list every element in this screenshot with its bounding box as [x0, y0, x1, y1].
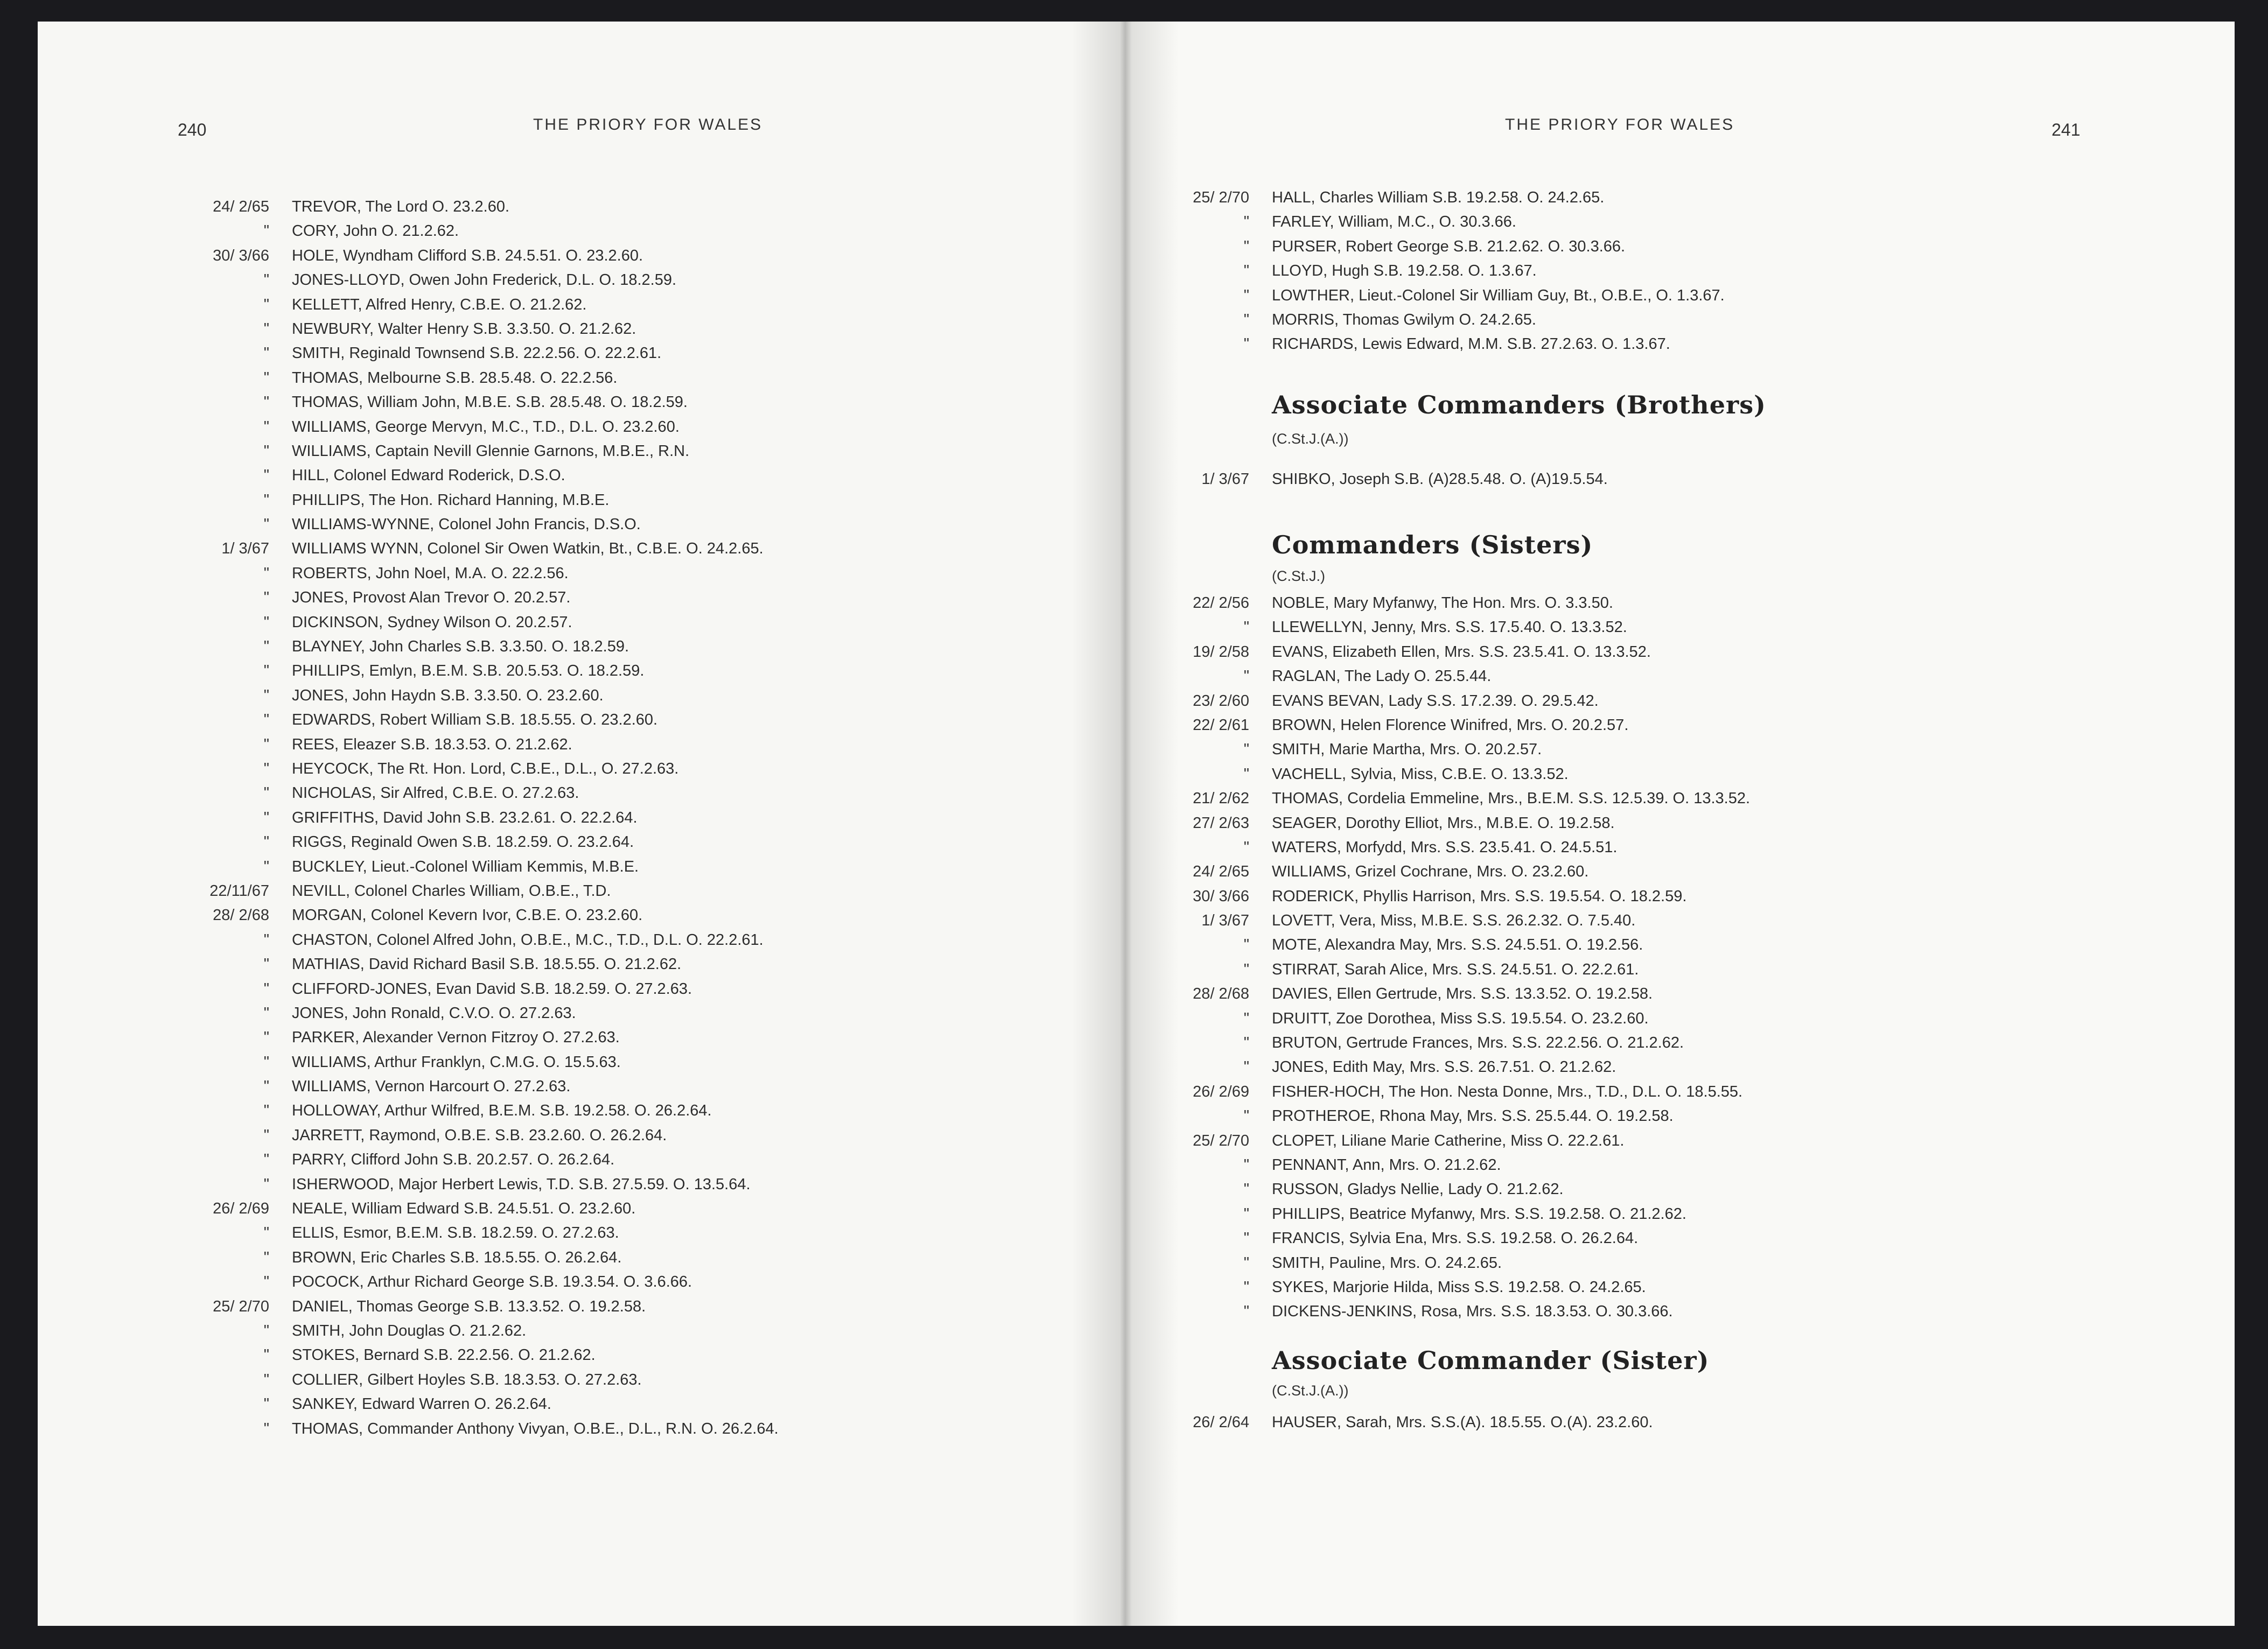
- entry-date: ": [263, 1126, 269, 1144]
- entry-name: VACHELL, Sylvia, Miss, C.B.E. O. 13.3.52.: [1272, 765, 1569, 783]
- page-number-left: 240: [178, 120, 207, 139]
- entry-date: 22/11/67: [209, 882, 269, 900]
- entry-date: 26/ 2/69: [213, 1200, 269, 1218]
- entry-name: PARKER, Alexander Vernon Fitzroy O. 27.2.63.: [292, 1029, 620, 1047]
- entry-name: MORRIS, Thomas Gwilym O. 24.2.65.: [1272, 311, 1536, 328]
- page-number-right: 241: [2052, 120, 2081, 139]
- entry-name: LLEWELLYN, Jenny, Mrs. S.S. 17.5.40. O. 13.3.52.: [1272, 619, 1627, 636]
- entry-name: JONES, Edith May, Mrs. S.S. 26.7.51. O. 21.2.62.: [1272, 1058, 1616, 1076]
- entry-name: RIGGS, Reginald Owen S.B. 18.2.59. O. 23.2.64.: [292, 833, 634, 851]
- entry-date: ": [263, 833, 269, 851]
- entry-name: FRANCIS, Sylvia Ena, Mrs. S.S. 19.2.58. O. 26.2.64.: [1272, 1230, 1639, 1247]
- entry-name: LLOYD, Hugh S.B. 19.2.58. O. 1.3.67.: [1272, 262, 1537, 280]
- entry-name: FARLEY, William, M.C., O. 30.3.66.: [1272, 213, 1516, 231]
- entry-name: NOBLE, Mary Myfanwy, The Hon. Mrs. O. 3.3.50.: [1272, 594, 1613, 612]
- entry-name: TREVOR, The Lord O. 23.2.60.: [292, 198, 510, 215]
- entry-date: ": [263, 369, 269, 387]
- entry-date: 19/ 2/58: [1193, 643, 1249, 661]
- entry-name: PROTHEROE, Rhona May, Mrs. S.S. 25.5.44. O. 19.2.58.: [1272, 1107, 1674, 1125]
- entry-name: JONES, Provost Alan Trevor O. 20.2.57.: [292, 589, 571, 607]
- entry-date: 24/ 2/65: [1193, 863, 1249, 881]
- entry-name: WILLIAMS WYNN, Colonel Sir Owen Watkin, Bt., C.B.E. O. 24.2.65.: [292, 540, 764, 558]
- entry-date: ": [263, 1151, 269, 1169]
- entry-name: WILLIAMS, Arthur Franklyn, C.M.G. O. 15.5.63.: [292, 1053, 621, 1071]
- entry-date: ": [263, 1102, 269, 1120]
- entry-name: POCOCK, Arthur Richard George S.B. 19.3.54. O. 3.6.66.: [292, 1273, 692, 1291]
- entry-name: MOTE, Alexandra May, Mrs. S.S. 24.5.51. O. 19.2.56.: [1272, 936, 1643, 954]
- entry-date: ": [263, 394, 269, 411]
- entry-date: ": [263, 711, 269, 729]
- entry-date: ": [263, 809, 269, 826]
- entry-name: SMITH, Reginald Townsend S.B. 22.2.56. O. 22.2.61.: [292, 345, 662, 362]
- entry-date: ": [1243, 936, 1249, 954]
- entry-name: HALL, Charles William S.B. 19.2.58. O. 24.2.65.: [1272, 189, 1605, 206]
- entry-date: ": [263, 956, 269, 973]
- entry-name: WATERS, Morfydd, Mrs. S.S. 23.5.41. O. 24.5.51.: [1272, 838, 1618, 856]
- entry-date: 28/ 2/68: [1193, 985, 1249, 1003]
- entry-name: EDWARDS, Robert William S.B. 18.5.55. O. 23.2.60.: [292, 711, 658, 729]
- entry-name: RICHARDS, Lewis Edward, M.M. S.B. 27.2.63. O. 1.3.67.: [1272, 335, 1670, 353]
- entry-name: ISHERWOOD, Major Herbert Lewis, T.D. S.B. 27.5.59. O. 13.5.64.: [292, 1175, 751, 1193]
- entry-name: REES, Eleazer S.B. 18.3.53. O. 21.2.62.: [292, 735, 572, 753]
- entry-date: ": [1243, 1303, 1249, 1321]
- entry-name: CHASTON, Colonel Alfred John, O.B.E., M.C., T.D., D.L. O. 22.2.61.: [292, 931, 764, 949]
- entry-name: LOVETT, Vera, Miss, M.B.E. S.S. 26.2.32. O. 7.5.40.: [1272, 912, 1636, 930]
- entry-name: GRIFFITHS, David John S.B. 23.2.61. O. 22.2.64.: [292, 809, 638, 826]
- entry-date: 1/ 3/67: [1201, 912, 1249, 930]
- entry-date: ": [263, 1224, 269, 1242]
- entry-name: WILLIAMS, George Mervyn, M.C., T.D., D.L. O. 23.2.60.: [292, 418, 680, 436]
- entry-name: DRUITT, Zoe Dorothea, Miss S.S. 19.5.54. O. 23.2.60.: [1272, 1009, 1649, 1027]
- entry-name: LOWTHER, Lieut.-Colonel Sir William Guy, Bt., O.B.E., O. 1.3.67.: [1272, 286, 1725, 304]
- entry-date: ": [263, 467, 269, 485]
- entry-date: ": [263, 491, 269, 509]
- entry-date: ": [1243, 741, 1249, 759]
- entry-name: NEALE, William Edward S.B. 24.5.51. O. 23.2.60.: [292, 1200, 636, 1218]
- entry-date: ": [1243, 1278, 1249, 1296]
- entry-name: SMITH, Pauline, Mrs. O. 24.2.65.: [1272, 1254, 1502, 1272]
- entry-name: BRUTON, Gertrude Frances, Mrs. S.S. 22.2.56. O. 21.2.62.: [1272, 1034, 1684, 1052]
- entry-name: THOMAS, Cordelia Emmeline, Mrs., B.E.M. S.S. 12.5.39. O. 13.3.52.: [1272, 790, 1751, 808]
- entry-date: ": [263, 271, 269, 289]
- entry-name: PHILLIPS, The Hon. Richard Hanning, M.B.E.: [292, 491, 610, 509]
- entry-date: ": [263, 931, 269, 949]
- entry-name: WILLIAMS-WYNNE, Colonel John Francis, D.S.O.: [292, 516, 641, 534]
- entry-date: 26/ 2/64: [1193, 1414, 1249, 1431]
- entry-date: ": [263, 760, 269, 777]
- entry-date: ": [263, 1346, 269, 1364]
- entry-date: 21/ 2/62: [1193, 790, 1249, 808]
- entry-name: BUCKLEY, Lieut.-Colonel William Kemmis, M.B.E.: [292, 858, 639, 875]
- entry-date: 25/ 2/70: [213, 1297, 269, 1315]
- entry-name: PHILLIPS, Emlyn, B.E.M. S.B. 20.5.53. O. 18.2.59.: [292, 662, 645, 680]
- entry-name: NICHOLAS, Sir Alfred, C.B.E. O. 27.2.63.: [292, 784, 579, 802]
- entry-name: BROWN, Eric Charles S.B. 18.5.55. O. 26.2.64.: [292, 1248, 622, 1266]
- entry-date: ": [263, 1175, 269, 1193]
- entry-date: ": [263, 1322, 269, 1339]
- entry-name: DICKINSON, Sydney Wilson O. 20.2.57.: [292, 613, 572, 631]
- entry-name: STIRRAT, Sarah Alice, Mrs. S.S. 24.5.51. O. 22.2.61.: [1272, 960, 1639, 978]
- entry-name: THOMAS, Commander Anthony Vivyan, O.B.E., D.L., R.N. O. 26.2.64.: [292, 1420, 779, 1437]
- entry-date: ": [263, 589, 269, 607]
- entry-date: ": [263, 320, 269, 338]
- entry-date: ": [1243, 311, 1249, 328]
- entry-date: ": [263, 662, 269, 680]
- entry-name: THOMAS, William John, M.B.E. S.B. 28.5.48. O. 18.2.59.: [292, 394, 688, 411]
- entry-date: ": [1243, 1009, 1249, 1027]
- section-sub-associate-brothers: (C.St.J.(A.)): [1272, 431, 1349, 447]
- entry-date: ": [263, 1420, 269, 1437]
- section-heading-associate-sister: Associate Commander (Sister): [1272, 1346, 1710, 1375]
- entry-name: SHIBKO, Joseph S.B. (A)28.5.48. O. (A)19.5.54.: [1272, 471, 1608, 488]
- entry-date: ": [263, 686, 269, 704]
- entry-date: 24/ 2/65: [213, 198, 269, 215]
- entry-name: CORY, John O. 21.2.62.: [292, 222, 459, 240]
- entry-date: ": [263, 1248, 269, 1266]
- entry-date: 25/ 2/70: [1193, 1132, 1249, 1149]
- entry-name: JARRETT, Raymond, O.B.E. S.B. 23.2.60. O. 26.2.64.: [292, 1126, 667, 1144]
- entry-date: ": [263, 442, 269, 460]
- entry-name: SEAGER, Dorothy Elliot, Mrs., M.B.E. O. 19.2.58.: [1272, 814, 1615, 832]
- entry-date: ": [263, 564, 269, 582]
- entry-date: ": [263, 638, 269, 656]
- entry-name: JONES, John Ronald, C.V.O. O. 27.2.63.: [292, 1004, 576, 1022]
- entry-date: ": [263, 1004, 269, 1022]
- entry-date: 1/ 3/67: [1201, 471, 1249, 488]
- entry-date: ": [263, 1371, 269, 1388]
- entry-date: ": [263, 1078, 269, 1096]
- entry-date: ": [1243, 1156, 1249, 1174]
- entry-name: RUSSON, Gladys Nellie, Lady O. 21.2.62.: [1272, 1181, 1564, 1198]
- entry-name: KELLETT, Alfred Henry, C.B.E. O. 21.2.62.: [292, 296, 587, 313]
- entry-name: STOKES, Bernard S.B. 22.2.56. O. 21.2.62.: [292, 1346, 596, 1364]
- running-head-right: THE PRIORY FOR WALES: [1505, 116, 1735, 134]
- entry-date: ": [1243, 262, 1249, 280]
- entry-date: ": [1243, 1058, 1249, 1076]
- entry-name: SMITH, Marie Martha, Mrs. O. 20.2.57.: [1272, 741, 1542, 759]
- entry-date: ": [1243, 1181, 1249, 1198]
- entry-name: HOLLOWAY, Arthur Wilfred, B.E.M. S.B. 19.2.58. O. 26.2.64.: [292, 1102, 712, 1120]
- entry-date: ": [263, 1273, 269, 1291]
- entry-date: 26/ 2/69: [1193, 1083, 1249, 1100]
- section-sub-commanders-sisters: (C.St.J.): [1272, 568, 1325, 584]
- entry-date: ": [263, 980, 269, 998]
- entry-date: ": [1243, 1205, 1249, 1223]
- entry-date: 23/ 2/60: [1193, 692, 1249, 710]
- entry-name: RODERICK, Phyllis Harrison, Mrs. S.S. 19.5.54. O. 18.2.59.: [1272, 887, 1687, 905]
- entry-date: ": [263, 296, 269, 313]
- entry-name: WILLIAMS, Captain Nevill Glennie Garnons, M.B.E., R.N.: [292, 442, 690, 460]
- entry-date: ": [263, 1053, 269, 1071]
- entry-name: SANKEY, Edward Warren O. 26.2.64.: [292, 1395, 551, 1413]
- entry-name: BLAYNEY, John Charles S.B. 3.3.50. O. 18.2.59.: [292, 638, 629, 656]
- entry-date: ": [1243, 237, 1249, 255]
- entry-name: SYKES, Marjorie Hilda, Miss S.S. 19.2.58. O. 24.2.65.: [1272, 1278, 1646, 1296]
- entry-name: HAUSER, Sarah, Mrs. S.S.(A). 18.5.55. O.(A). 23.2.60.: [1272, 1414, 1653, 1431]
- entry-date: ": [263, 418, 269, 436]
- entry-name: BROWN, Helen Florence Winifred, Mrs. O. 20.2.57.: [1272, 716, 1629, 734]
- entry-name: SMITH, John Douglas O. 21.2.62.: [292, 1322, 527, 1339]
- entry-name: WILLIAMS, Grizel Cochrane, Mrs. O. 23.2.60.: [1272, 863, 1589, 881]
- entry-name: NEVILL, Colonel Charles William, O.B.E., T.D.: [292, 882, 611, 900]
- entry-date: 27/ 2/63: [1193, 814, 1249, 832]
- entry-name: HILL, Colonel Edward Roderick, D.S.O.: [292, 467, 565, 485]
- entry-date: ": [1243, 838, 1249, 856]
- entry-date: ": [1243, 213, 1249, 231]
- entry-date: ": [1243, 668, 1249, 685]
- entry-name: DAVIES, Ellen Gertrude, Mrs. S.S. 13.3.52. O. 19.2.58.: [1272, 985, 1653, 1003]
- entry-name: PENNANT, Ann, Mrs. O. 21.2.62.: [1272, 1156, 1501, 1174]
- entry-date: ": [263, 1029, 269, 1047]
- entry-name: CLIFFORD-JONES, Evan David S.B. 18.2.59. O. 27.2.63.: [292, 980, 692, 998]
- entry-name: ROBERTS, John Noel, M.A. O. 22.2.56.: [292, 564, 569, 582]
- entry-date: ": [1243, 960, 1249, 978]
- entry-date: 1/ 3/67: [221, 540, 269, 558]
- entry-name: HOLE, Wyndham Clifford S.B. 24.5.51. O. 23.2.60.: [292, 247, 643, 264]
- entry-date: ": [263, 735, 269, 753]
- entry-date: 30/ 3/66: [1193, 887, 1249, 905]
- entry-name: NEWBURY, Walter Henry S.B. 3.3.50. O. 21.2.62.: [292, 320, 636, 338]
- entry-date: ": [1243, 1107, 1249, 1125]
- entry-date: ": [1243, 286, 1249, 304]
- entry-date: ": [263, 784, 269, 802]
- entry-date: 28/ 2/68: [213, 907, 269, 924]
- entry-name: CLOPET, Liliane Marie Catherine, Miss O. 22.2.61.: [1272, 1132, 1625, 1149]
- entry-name: JONES, John Haydn S.B. 3.3.50. O. 23.2.60.: [292, 686, 604, 704]
- entry-name: DICKENS-JENKINS, Rosa, Mrs. S.S. 18.3.53. O. 30.3.66.: [1272, 1303, 1673, 1321]
- entry-name: FISHER-HOCH, The Hon. Nesta Donne, Mrs., T.D., D.L. O. 18.5.55.: [1272, 1083, 1743, 1100]
- section-sub-associate-sister: (C.St.J.(A.)): [1272, 1383, 1349, 1399]
- entry-name: MATHIAS, David Richard Basil S.B. 18.5.55. O. 21.2.62.: [292, 956, 682, 973]
- entry-date: ": [1243, 619, 1249, 636]
- entry-date: ": [1243, 1254, 1249, 1272]
- running-head-left: THE PRIORY FOR WALES: [533, 116, 763, 134]
- entry-date: 30/ 3/66: [213, 247, 269, 264]
- entry-name: RAGLAN, The Lady O. 25.5.44.: [1272, 668, 1492, 685]
- section-heading-associate-brothers: Associate Commanders (Brothers): [1272, 390, 1766, 419]
- entry-date: ": [263, 516, 269, 534]
- entry-date: ": [1243, 1230, 1249, 1247]
- entry-name: THOMAS, Melbourne S.B. 28.5.48. O. 22.2.56.: [292, 369, 618, 387]
- entry-name: HEYCOCK, The Rt. Hon. Lord, C.B.E., D.L., O. 27.2.63.: [292, 760, 679, 777]
- entry-date: ": [263, 222, 269, 240]
- entry-name: JONES-LLOYD, Owen John Frederick, D.L. O. 18.2.59.: [292, 271, 677, 289]
- entry-date: ": [263, 613, 269, 631]
- entry-name: EVANS BEVAN, Lady S.S. 17.2.39. O. 29.5.42.: [1272, 692, 1599, 710]
- entry-date: ": [263, 1395, 269, 1413]
- entry-date: 22/ 2/61: [1193, 716, 1249, 734]
- entry-date: ": [1243, 1034, 1249, 1052]
- entry-name: EVANS, Elizabeth Ellen, Mrs. S.S. 23.5.41. O. 13.3.52.: [1272, 643, 1651, 661]
- entry-name: PHILLIPS, Beatrice Myfanwy, Mrs. S.S. 19.2.58. O. 21.2.62.: [1272, 1205, 1686, 1223]
- entry-name: PURSER, Robert George S.B. 21.2.62. O. 30.3.66.: [1272, 237, 1626, 255]
- entry-date: 25/ 2/70: [1193, 189, 1249, 206]
- entry-date: ": [1243, 335, 1249, 353]
- entry-name: WILLIAMS, Vernon Harcourt O. 27.2.63.: [292, 1078, 571, 1096]
- entry-date: 22/ 2/56: [1193, 594, 1249, 612]
- section-heading-commanders-sisters: Commanders (Sisters): [1272, 530, 1593, 559]
- entry-name: ELLIS, Esmor, B.E.M. S.B. 18.2.59. O. 27.2.63.: [292, 1224, 619, 1242]
- entry-date: ": [263, 345, 269, 362]
- entry-name: MORGAN, Colonel Kevern Ivor, C.B.E. O. 23.2.60.: [292, 907, 643, 924]
- entry-date: ": [263, 858, 269, 875]
- entry-name: COLLIER, Gilbert Hoyles S.B. 18.3.53. O. 27.2.63.: [292, 1371, 642, 1388]
- entry-date: ": [1243, 765, 1249, 783]
- entry-name: PARRY, Clifford John S.B. 20.2.57. O. 26.2.64.: [292, 1151, 615, 1169]
- entry-name: DANIEL, Thomas George S.B. 13.3.52. O. 19.2.58.: [292, 1297, 646, 1315]
